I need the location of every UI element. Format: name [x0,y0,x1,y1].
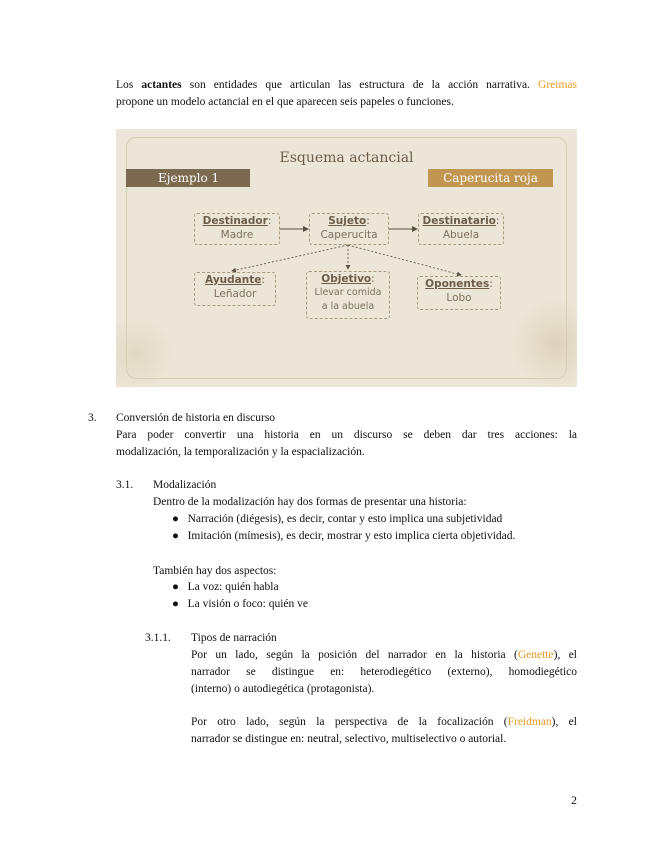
node-destinatario: Destinatario: Abuela [418,213,504,245]
author-freidman: Freidman [507,716,552,728]
section-31-heading: Modalización [153,479,217,491]
aspects-intro: También hay dos aspectos: [153,565,277,577]
bullet-list-aspects [172,579,582,613]
p1-line-2: narrador se distingue en: heterodiegético (externo), homodiegético [191,666,577,678]
example-label: Ejemplo 1 [126,169,250,187]
section-311-number: 3.1.1. [145,632,171,644]
intro-line-2: propone un modelo actancial en el que aparecen seis papeles o funciones. [116,96,454,108]
arrow-sujeto-ayudante [232,245,348,271]
section-3-body [116,427,577,461]
node-destinador: Destinador: Madre [194,213,280,245]
author-greimas: Greimas [538,79,577,91]
p1-line-1: Por un lado, según la posición del narrador en la historia (Genette), el [191,649,577,661]
node-objetivo: Objetivo: Llevar comida a la abuela [306,271,390,319]
story-label: Caperucita roja [428,169,553,187]
intro-paragraph [116,77,577,111]
list-item: ● La voz: quién habla [172,581,279,593]
page-number: 2 [571,793,577,807]
intro-line-1: Los actantes son entidades que articulan las estructura de la acción narrativa. Greimas [116,79,577,91]
p2-line-1: Por otro lado, según la perspectiva de la focalización (Freidman), el [191,716,577,728]
section-311-heading: Tipos de narración [191,632,277,644]
author-genette: Genette [517,649,554,661]
section-3-heading: Conversión de historia en discurso [116,412,276,424]
p1-line-3: (interno) o autodiegética (protagonista). [191,683,375,695]
section-311-paragraph-2 [191,714,577,748]
bullet-list-forms [172,511,582,545]
list-item: ● Imitación (mímesis), es decir, mostrar y esto implica cierta objetividad. [172,530,516,542]
p2-line-2: narrador se distingue en: neutral, selectivo, multiselectivo o autorial. [191,733,507,745]
section-311-paragraph-1 [191,647,577,698]
bullet-icon: ● [172,598,179,610]
actantial-scheme-figure [116,129,577,387]
bullet-icon: ● [172,581,179,593]
bullet-icon: ● [172,513,179,525]
list-item: ● La visión o foco: quién ve [172,598,308,610]
bullet-icon: ● [172,530,179,542]
section-31-intro: Dentro de la modalización hay dos formas de presentar una historia: [153,496,467,508]
node-ayudante: Ayudante: Leñador [194,272,276,306]
bold-term-actantes: actantes [141,79,182,91]
section-3-number: 3. [88,412,97,424]
node-oponentes: Oponentes: Lobo [417,276,501,310]
connector-lines [116,129,577,387]
figure-title: Esquema actancial [279,150,414,166]
list-item: ● Narración (diégesis), es decir, contar y esto implica una subjetividad [172,513,503,525]
section-31-number: 3.1. [116,479,134,491]
node-sujeto: Sujeto: Caperucita [309,213,389,245]
section-3-body-line-2: modalización, la temporalización y la espacialización. [116,446,365,458]
section-3-body-line-1: Para poder convertir una historia en un discurso se deben dar tres acciones: la [116,429,577,441]
